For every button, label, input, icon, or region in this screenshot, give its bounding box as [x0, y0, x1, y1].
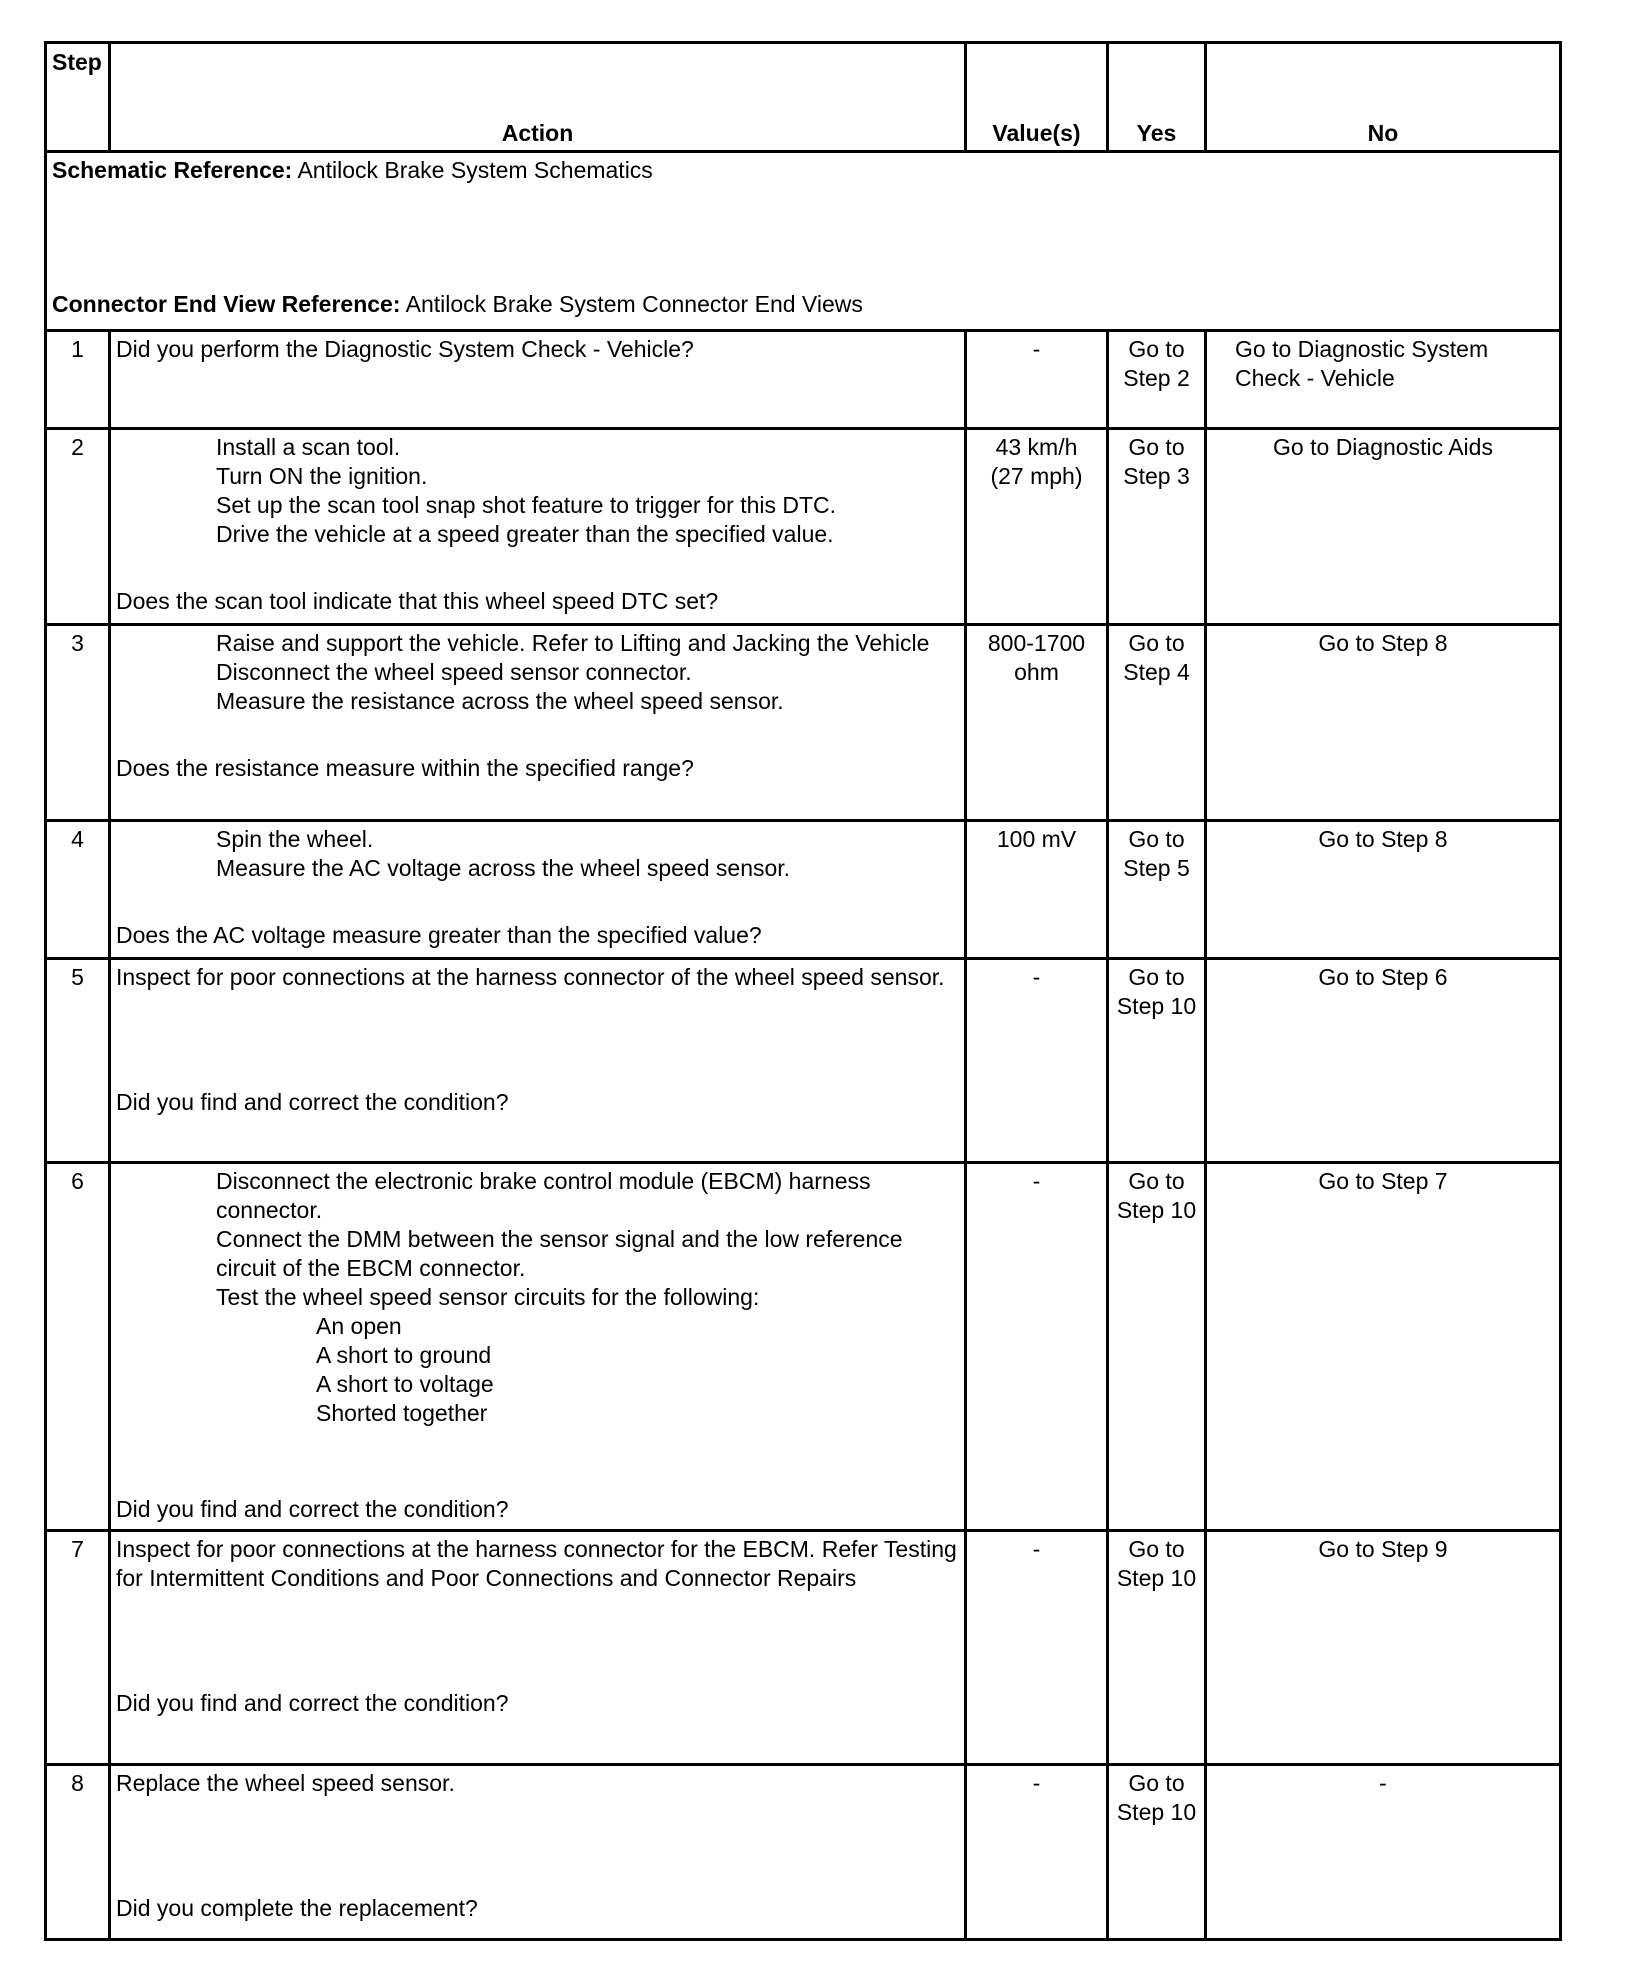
step-row-8 [46, 1765, 1561, 1940]
step-row-7 [46, 1531, 1561, 1765]
header-row [46, 43, 1561, 152]
step-question: Does the scan tool indicate that this wheel speed DTC set? [116, 588, 719, 614]
yes-cell: Go to Step 2 [1108, 331, 1206, 429]
instruction-item: Turn ON the ignition. [216, 463, 428, 489]
header-action: Action [110, 43, 966, 152]
header-values: Value(s) [966, 43, 1108, 152]
schematic-reference-text: Antilock Brake System Schematics [292, 157, 653, 183]
step-row-1 [46, 331, 1561, 429]
value-cell: - [966, 1163, 1108, 1531]
step-row-2 [46, 429, 1561, 625]
instruction-item: Connect the DMM between the sensor signal and the low reference circuit of the EBCM connector. [216, 1226, 903, 1281]
no-cell: Go to Step 9 [1206, 1531, 1561, 1765]
no-cell: Go to Step 8 [1206, 821, 1561, 959]
instruction-text: Replace the wheel speed sensor. [116, 1770, 455, 1796]
reference-row [46, 152, 1561, 331]
step-number: 2 [46, 429, 110, 625]
instruction-item: Measure the resistance across the wheel speed sensor. [216, 688, 784, 714]
action-cell [110, 331, 966, 429]
yes-cell: Go to Step 5 [1108, 821, 1206, 959]
schematic-reference-label: Schematic Reference: [52, 157, 293, 183]
step-question: Did you find and correct the condition? [116, 1496, 509, 1522]
step-number: 3 [46, 625, 110, 821]
value-cell [966, 625, 1108, 821]
action-cell [110, 429, 966, 625]
instruction-item: Set up the scan tool snap shot feature to trigger for this DTC. [216, 492, 837, 518]
instruction-item: Install a scan tool. [216, 434, 401, 460]
header-no: No [1206, 43, 1561, 152]
step-question: Did you complete the replacement? [116, 1895, 478, 1921]
value-cell: - [966, 331, 1108, 429]
step-number: 6 [46, 1163, 110, 1531]
no-cell: Go to Diagnostic System Check - Vehicle [1206, 331, 1561, 429]
reference-cell [46, 152, 1561, 331]
reference-spacer [52, 185, 1554, 290]
step-number: 7 [46, 1531, 110, 1765]
value-cell: - [966, 1765, 1108, 1940]
sub-item: Shorted together [316, 1400, 488, 1426]
instruction-text: Inspect for poor connections at the harness connector of the wheel speed sensor. [116, 964, 945, 990]
sub-item: An open [316, 1313, 402, 1339]
no-cell: Go to Diagnostic Aids [1206, 429, 1561, 625]
step-question: Does the AC voltage measure greater than the specified value? [116, 922, 762, 948]
step-question: Does the resistance measure within the specified range? [116, 755, 694, 781]
yes-cell: Go to Step 10 [1108, 1531, 1206, 1765]
header-yes: Yes [1108, 43, 1206, 152]
action-cell [110, 1163, 966, 1531]
sub-item: A short to voltage [316, 1371, 494, 1397]
value-line: 800-1700 [987, 630, 1086, 656]
diagnostic-table [44, 41, 1562, 1941]
value-cell [966, 429, 1108, 625]
connector-reference [52, 290, 1554, 319]
value-cell: - [966, 959, 1108, 1163]
value-cell: - [966, 1531, 1108, 1765]
no-cell: Go to Step 6 [1206, 959, 1561, 1163]
yes-cell: Go to Step 10 [1108, 959, 1206, 1163]
step-question: Did you find and correct the condition? [116, 1089, 509, 1115]
sub-item: A short to ground [316, 1342, 492, 1368]
action-cell [110, 1531, 966, 1765]
yes-cell: Go to Step 4 [1108, 625, 1206, 821]
yes-cell: Go to Step 3 [1108, 429, 1206, 625]
no-cell: Go to Step 8 [1206, 625, 1561, 821]
instruction-item: Test the wheel speed sensor circuits for the following: [216, 1284, 760, 1310]
action-cell [110, 959, 966, 1163]
yes-cell: Go to Step 10 [1108, 1163, 1206, 1531]
instruction-item: Measure the AC voltage across the wheel speed sensor. [216, 855, 791, 881]
step-question: Did you find and correct the condition? [116, 1690, 509, 1716]
no-cell: Go to Step 7 [1206, 1163, 1561, 1531]
step-row-4 [46, 821, 1561, 959]
instruction-item: Spin the wheel. [216, 826, 374, 852]
value-line: 43 km/h [995, 434, 1078, 460]
step-number: 5 [46, 959, 110, 1163]
connector-reference-text: Antilock Brake System Connector End Views [400, 291, 863, 317]
value-line: ohm [1014, 659, 1059, 685]
step-number: 8 [46, 1765, 110, 1940]
value-line: (27 mph) [990, 463, 1083, 489]
instruction-item: Raise and support the vehicle. Refer to Lifting and Jacking the Vehicle [216, 630, 930, 656]
header-step: Step [46, 43, 110, 152]
instruction-item: Drive the vehicle at a speed greater than the specified value. [216, 521, 834, 547]
instruction-text: Inspect for poor connections at the harness connector for the EBCM. Refer Testing for Intermittent Conditions and Poor Connections and Connector Repairs [116, 1536, 957, 1591]
step-row-6 [46, 1163, 1561, 1531]
yes-cell: Go to Step 10 [1108, 1765, 1206, 1940]
action-cell [110, 1765, 966, 1940]
instruction-item: Disconnect the electronic brake control module (EBCM) harness connector. [216, 1168, 871, 1223]
action-cell [110, 625, 966, 821]
step-question: Did you perform the Diagnostic System Check - Vehicle? [116, 336, 694, 362]
schematic-reference [52, 156, 1554, 185]
value-cell: 100 mV [966, 821, 1108, 959]
step-number: 1 [46, 331, 110, 429]
connector-reference-label: Connector End View Reference: [52, 291, 401, 317]
instruction-item: Disconnect the wheel speed sensor connector. [216, 659, 692, 685]
step-row-3 [46, 625, 1561, 821]
no-cell: - [1206, 1765, 1561, 1940]
action-cell [110, 821, 966, 959]
step-number: 4 [46, 821, 110, 959]
step-row-5 [46, 959, 1561, 1163]
